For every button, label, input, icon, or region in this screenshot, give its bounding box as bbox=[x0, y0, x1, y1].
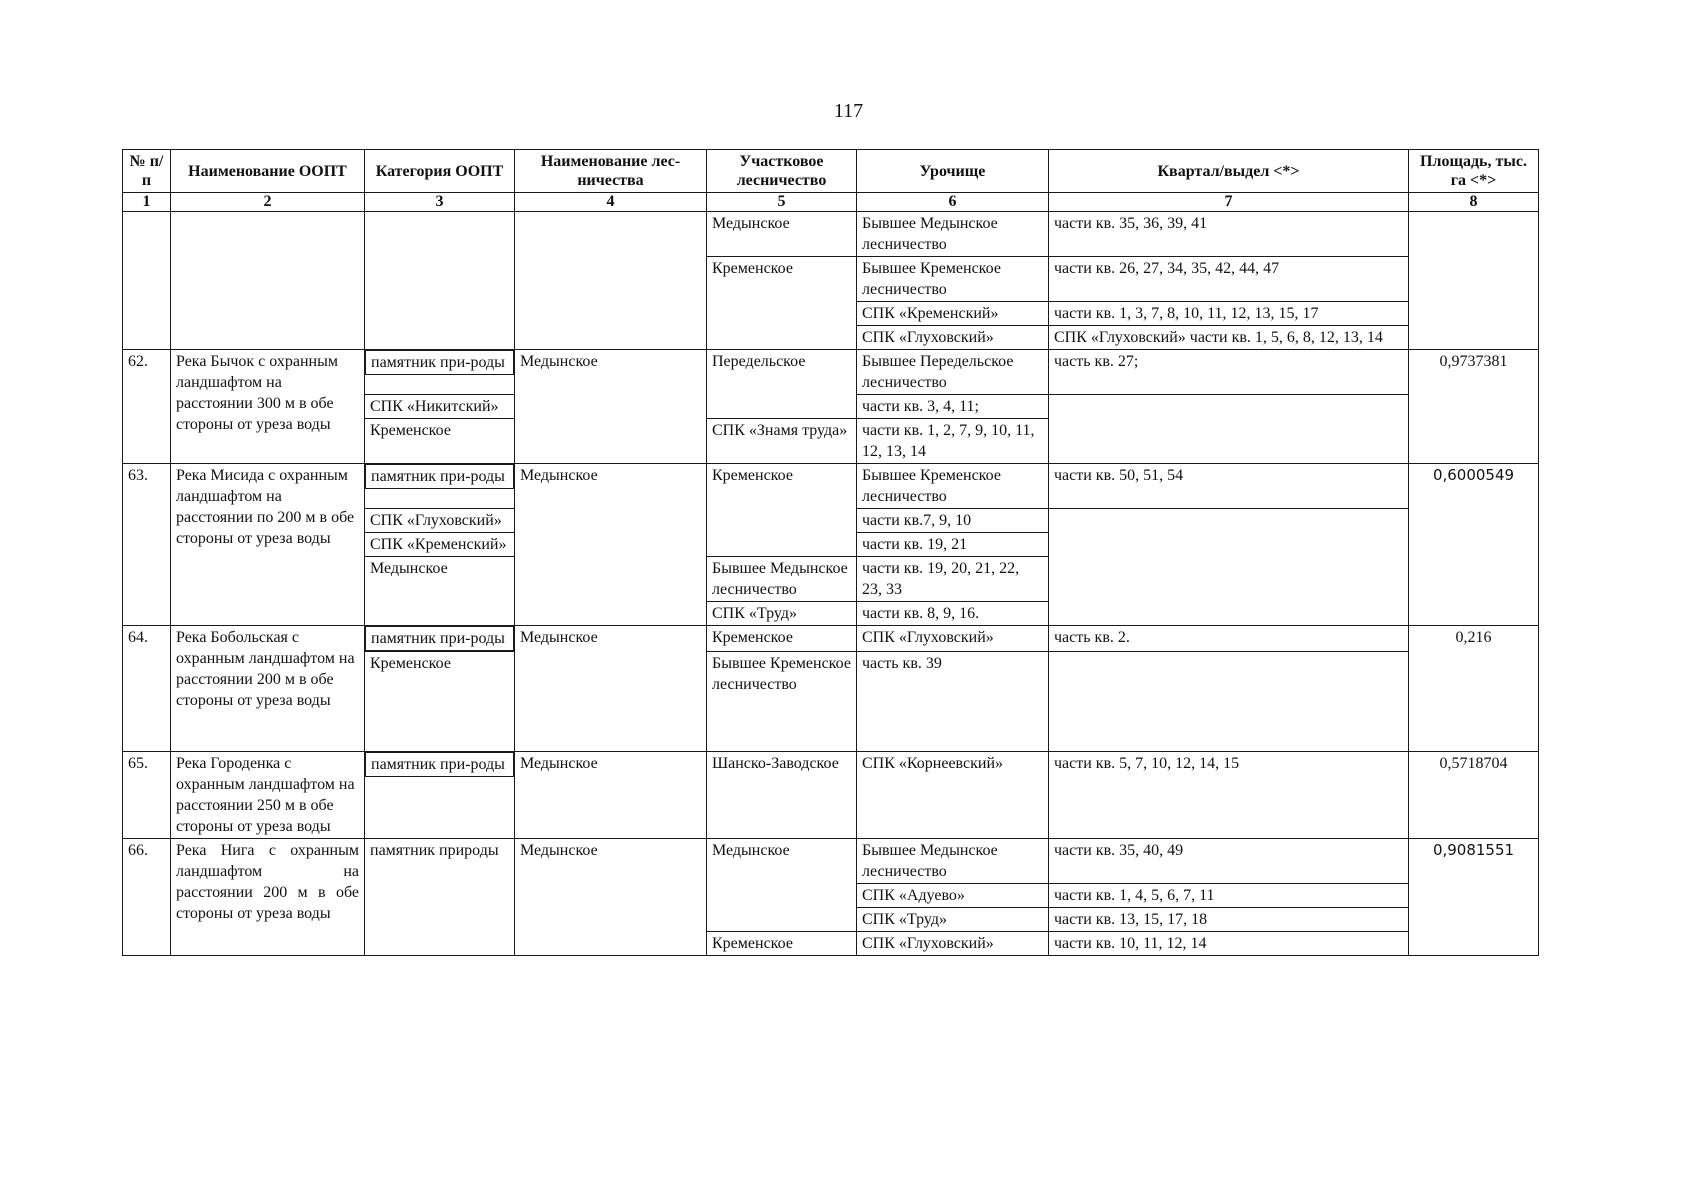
cell-quarter: части кв. 1, 2, 7, 9, 10, 11, 12, 13, 14 bbox=[857, 419, 1049, 464]
cell-area: 0,9081551 bbox=[1409, 839, 1539, 956]
cell-tract: Бывшее Медынское лесничество bbox=[857, 212, 1049, 257]
cell-tract: СПК «Кременский» bbox=[857, 302, 1049, 326]
cell-num: 62. bbox=[123, 350, 171, 464]
cell-district: Кременское bbox=[365, 419, 515, 464]
cell-num: 66. bbox=[123, 839, 171, 956]
cell-num: 65. bbox=[123, 752, 171, 839]
cell-category: памятник при-роды bbox=[365, 626, 514, 651]
cell-quarter: части кв. 19, 21 bbox=[857, 533, 1049, 557]
col-number: 8 bbox=[1409, 193, 1539, 212]
cell-quarter: части кв. 35, 36, 39, 41 bbox=[1049, 212, 1409, 257]
cell-tract: СПК «Кременский» bbox=[365, 533, 515, 557]
cell-forestry: Медынское bbox=[515, 464, 707, 626]
cell-category: памятник при-роды bbox=[365, 752, 514, 777]
cell-quarter: части кв. 50, 51, 54 bbox=[1049, 464, 1409, 509]
cell-area: 0,9737381 bbox=[1409, 350, 1539, 464]
cell-area: 0,5718704 bbox=[1409, 752, 1539, 839]
cell-district: Кременское bbox=[707, 257, 857, 350]
cell-tract: СПК «Глуховский» bbox=[857, 932, 1049, 956]
cell-quarter: части кв.7, 9, 10 bbox=[857, 509, 1049, 533]
cell-forestry: Медынское bbox=[515, 752, 707, 839]
table-row bbox=[123, 212, 1539, 257]
header-quarter: Квартал/выдел <*> bbox=[1049, 150, 1409, 193]
cell-tract: Бывшее Кременское лесничество bbox=[857, 257, 1049, 302]
cell-quarter: части кв. 35, 40, 49 bbox=[1049, 839, 1409, 884]
cell-area: 0,6000549 bbox=[1409, 464, 1539, 626]
cell-category: памятник природы bbox=[365, 839, 515, 956]
cell-tract: СПК «Никитский» bbox=[365, 395, 515, 419]
cell-district: Кременское bbox=[365, 652, 515, 752]
cell-name: Река Мисида с охранным ландшафтом на расстоянии по 200 м в обе стороны от уреза воды bbox=[171, 464, 365, 626]
header-tract: Урочище bbox=[857, 150, 1049, 193]
cell-tract: СПК «Знамя труда» bbox=[707, 419, 857, 464]
column-number-row bbox=[123, 193, 1539, 212]
cell-forestry bbox=[515, 212, 707, 350]
cell-category: памятник при-роды bbox=[365, 464, 514, 489]
header-num: № п/п bbox=[123, 150, 171, 193]
cell-tract: Бывшее Медынское лесничество bbox=[707, 557, 857, 602]
cell-forestry: Медынское bbox=[515, 839, 707, 956]
cell-forestry: Медынское bbox=[515, 350, 707, 464]
cell-district: Медынское bbox=[707, 839, 857, 932]
col-number: 3 bbox=[365, 193, 515, 212]
cell-tract: Бывшее Кременское лесничество bbox=[857, 464, 1049, 509]
cell-name bbox=[171, 212, 365, 350]
col-number: 7 bbox=[1049, 193, 1409, 212]
cell-tract: СПК «Адуево» bbox=[857, 884, 1049, 908]
header-name: Наименование ООПТ bbox=[171, 150, 365, 193]
header-category: Категория ООПТ bbox=[365, 150, 515, 193]
cell-name: Река Бобольская с охранным ландшафтом на расстоянии 200 м в обе стороны от уреза воды bbox=[171, 626, 365, 752]
cell-category: памятник при-роды bbox=[365, 350, 514, 375]
cell-tract: СПК «Корнеевский» bbox=[857, 752, 1049, 839]
cell-district: Передельское bbox=[707, 350, 857, 419]
cell-quarter: части кв. 19, 20, 21, 22, 23, 33 bbox=[857, 557, 1049, 602]
cell-category bbox=[365, 212, 515, 350]
cell-district: Кременское bbox=[707, 464, 857, 557]
header-district: Участковое лесничество bbox=[707, 150, 857, 193]
cell-district: Кременское bbox=[707, 626, 857, 652]
cell-quarter: части кв. 8, 9, 16. bbox=[857, 602, 1049, 626]
cell-name: Река Городенка с охранным ландшафтом на расстоянии 250 м в обе стороны от уреза воды bbox=[171, 752, 365, 839]
cell-tract: СПК «Глуховский» bbox=[857, 326, 1049, 350]
col-number: 6 bbox=[857, 193, 1049, 212]
cell-district: Медынское bbox=[365, 557, 515, 626]
protected-areas-table bbox=[122, 149, 1539, 956]
cell-tract: Бывшее Передельское лесничество bbox=[857, 350, 1049, 395]
cell-tract: СПК «Глуховский» bbox=[365, 509, 515, 533]
table-row bbox=[123, 464, 1539, 509]
table-row bbox=[123, 350, 1539, 395]
cell-num bbox=[123, 212, 171, 350]
col-number: 5 bbox=[707, 193, 857, 212]
cell-quarter: часть кв. 39 bbox=[857, 652, 1049, 752]
cell-quarter: части кв. 13, 15, 17, 18 bbox=[1049, 908, 1409, 932]
cell-quarter: части кв. 5, 7, 10, 12, 14, 15 bbox=[1049, 752, 1409, 839]
col-number: 4 bbox=[515, 193, 707, 212]
cell-quarter: части кв. 3, 4, 11; bbox=[857, 395, 1049, 419]
header-row bbox=[123, 150, 1539, 193]
table-row bbox=[123, 752, 1539, 839]
cell-area bbox=[1409, 212, 1539, 350]
cell-name: Река Нига с охранным ландшафтом на расстоянии 200 м в обе стороны от уреза воды bbox=[171, 839, 365, 956]
col-number: 1 bbox=[123, 193, 171, 212]
cell-tract: СПК «Труд» bbox=[707, 602, 857, 626]
cell-tract: Бывшее Медынское лесничество bbox=[857, 839, 1049, 884]
cell-quarter: части кв. 10, 11, 12, 14 bbox=[1049, 932, 1409, 956]
cell-quarter: СПК «Глуховский» части кв. 1, 5, 6, 8, 12, 13, 14 bbox=[1049, 326, 1409, 350]
header-forestry: Наименование лес-ничества bbox=[515, 150, 707, 193]
cell-quarter: часть кв. 2. bbox=[1049, 626, 1409, 652]
cell-num: 63. bbox=[123, 464, 171, 626]
cell-forestry: Медынское bbox=[515, 626, 707, 752]
cell-name: Река Бычок с охранным ландшафтом на расстоянии 300 м в обе стороны от уреза воды bbox=[171, 350, 365, 464]
cell-area: 0,216 bbox=[1409, 626, 1539, 752]
cell-quarter: части кв. 1, 4, 5, 6, 7, 11 bbox=[1049, 884, 1409, 908]
cell-district: Шанско-Заводское bbox=[707, 752, 857, 839]
cell-num: 64. bbox=[123, 626, 171, 752]
col-number: 2 bbox=[171, 193, 365, 212]
cell-district: Медынское bbox=[707, 212, 857, 257]
cell-tract: СПК «Глуховский» bbox=[857, 626, 1049, 652]
cell-quarter: часть кв. 27; bbox=[1049, 350, 1409, 395]
page-number: 117 bbox=[833, 100, 864, 122]
cell-district: Кременское bbox=[707, 932, 857, 956]
table-row bbox=[123, 839, 1539, 884]
cell-quarter: части кв. 1, 3, 7, 8, 10, 11, 12, 13, 15, 17 bbox=[1049, 302, 1409, 326]
header-area: Площадь, тыс. га <*> bbox=[1409, 150, 1539, 193]
cell-quarter: части кв. 26, 27, 34, 35, 42, 44, 47 bbox=[1049, 257, 1409, 302]
cell-tract: Бывшее Кременское лесничество bbox=[707, 652, 857, 752]
cell-tract: СПК «Труд» bbox=[857, 908, 1049, 932]
table-row bbox=[123, 626, 1539, 652]
